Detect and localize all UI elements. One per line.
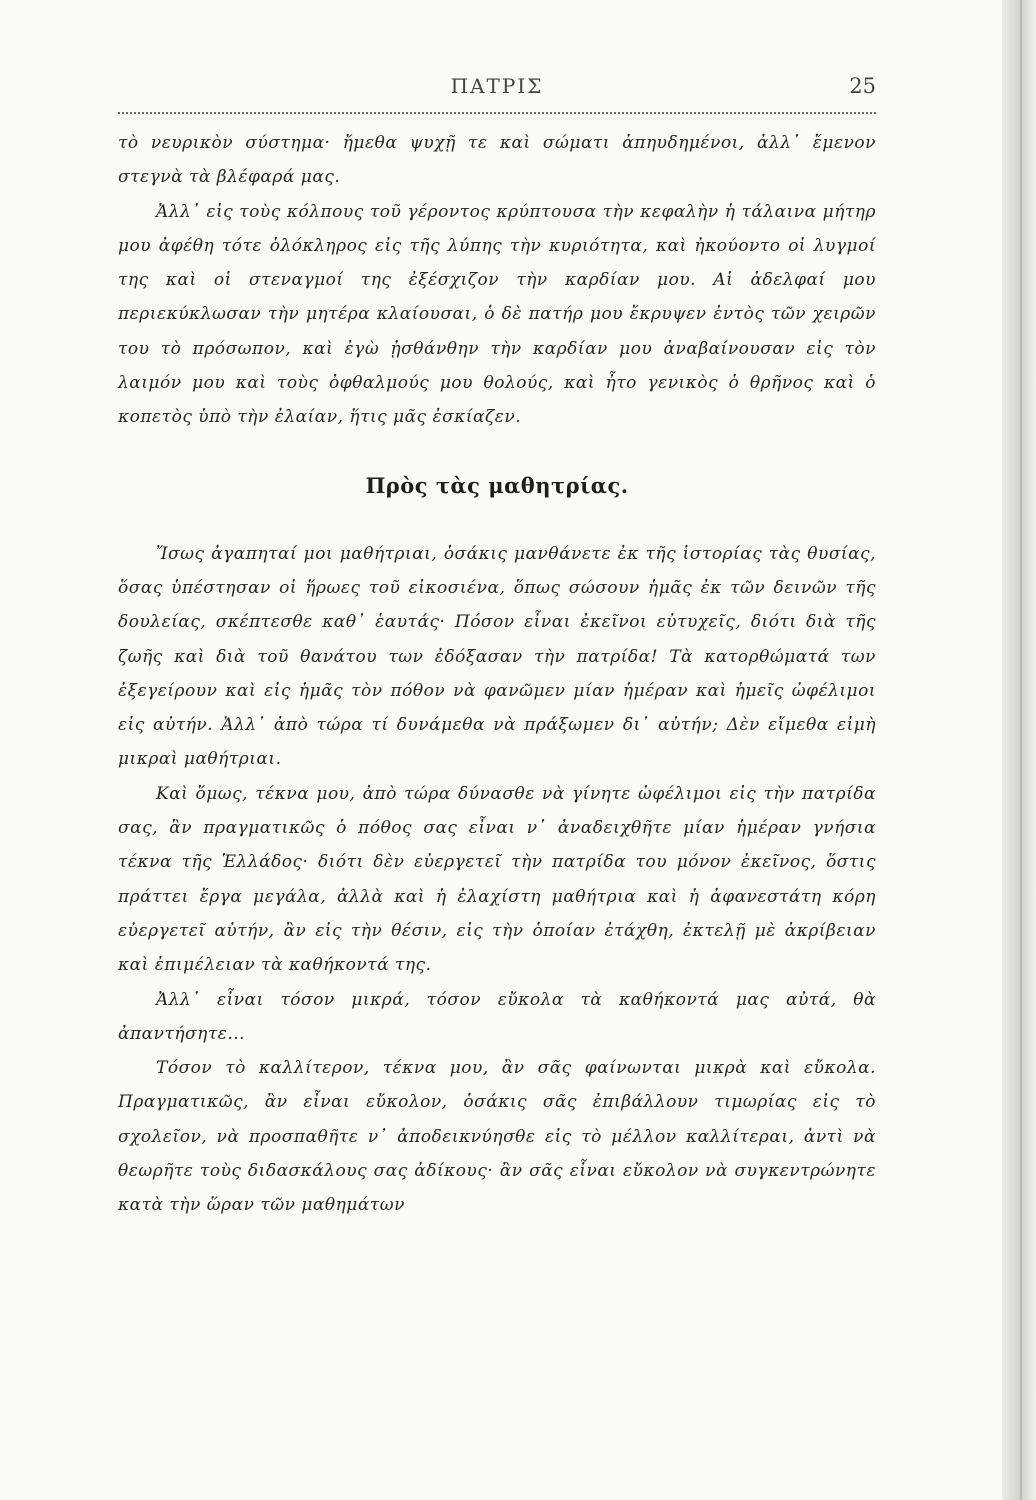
header-rule xyxy=(118,112,876,114)
page-edge-line xyxy=(1020,0,1022,1500)
page-header xyxy=(118,74,876,108)
page-edge-shadow xyxy=(1002,0,1036,1500)
paragraph: Ἀλλ᾽ εἶναι τόσον μικρά, τόσον εὔκολα τὰ καθήκοντά μας αὐτά, θὰ ἀπαντήσητε... xyxy=(118,989,876,1044)
paragraph: Τόσον τὸ καλλίτερον, τέκνα μου, ἂν σᾶς φαίνωνται μικρὰ καὶ εὔκολα. Πραγματικῶς, ἂν εἶναι εὔκολον, ὁσάκις σᾶς ἐπιβάλλουν τιμωρίας εἰς τὸ σχολεῖον, νὰ προσπαθῆτε ν᾽ ἀποδεικνύησθε εἰς τὸ μέλλον καλλίτεραι, ἀντὶ νὰ θεωρῆτε τοὺς διδασκάλους σας ἀδίκους· ἂν σᾶς εἶναι εὔκολον νὰ συγκεντρώνητε κατὰ τὴν ὥραν τῶν μαθημάτων xyxy=(118,1058,876,1216)
running-title: ΠΑΤΡΙΣ xyxy=(450,74,544,98)
paragraph: Ἴσως ἀγαπηταί μοι μαθήτριαι, ὁσάκις μανθάνετε ἐκ τῆς ἱστορίας τὰς θυσίας, ὅσας ὑπέστησαν οἱ ἥρωες τοῦ εἰκοσιένα, ὅπως σώσουν ἡμᾶς ἐκ τῶν δεινῶν τῆς δουλείας, σκέπτεσθε καθ᾽ ἑαυτάς· Πόσον εἶναι ἐκεῖνοι εὐτυχεῖς, διότι διὰ τῆς ζωῆς καὶ διὰ τοῦ θανάτου των ἐδόξασαν τὴν πατρίδα! Τὰ κατορθώματά των ἐξεγείρουν καὶ εἰς ἡμᾶς τὸν πόθον νὰ φανῶμεν μίαν ἡμέραν καὶ ἡμεῖς ὠφέλιμοι εἰς αὐτήν. Ἀλλ᾽ ἀπὸ τώρα τί δυνάμεθα νὰ πράξωμεν δι᾽ αὐτήν; Δὲν εἴμεθα εἰμὴ μικραὶ μαθήτριαι. xyxy=(118,543,876,770)
page-number: 25 xyxy=(849,74,876,98)
section-title: Πρὸς τὰς μαθητρίας. xyxy=(365,472,629,498)
paragraph: Καὶ ὅμως, τέκνα μου, ἀπὸ τώρα δύνασθε νὰ γίνητε ὠφέλιμοι εἰς τὴν πατρίδα σας, ἂν πραγματικῶς ὁ πόθος σας εἶναι ν᾽ ἀναδειχθῆτε μίαν ἡμέραν γνήσια τέκνα τῆς Ἑλλάδος· διότι δὲν εὐεργετεῖ τὴν πατρίδα του μόνον ἐκεῖνος, ὅστις πράττει ἔργα μεγάλα, ἀλλὰ καὶ ἡ ἐλαχίστη μαθήτρια καὶ ἡ ἀφανεστάτη κόρη εὐεργετεῖ αὐτήν, ἂν εἰς τὴν θέσιν, εἰς τὴν ὁποίαν ἐτάχθη, ἐκτελῇ μὲ ἀκρίβειαν καὶ ἐπιμέλειαν τὰ καθήκοντά της. xyxy=(118,783,876,976)
paragraph: τὸ νευρικὸν σύστημα· ἤμεθα ψυχῇ τε καὶ σώματι ἀπηυδημένοι, ἀλλ᾽ ἔμενον στεγνὰ τὰ βλέφαρά μας. xyxy=(118,133,876,188)
paragraph: Ἀλλ᾽ εἰς τοὺς κόλπους τοῦ γέροντος κρύπτουσα τὴν κεφαλὴν ἡ τάλαινα μήτηρ μου ἀφέθη τότε ὁλόκληρος εἰς τῆς λύπης τὴν κυριότητα, καὶ ἠκούοντο οἱ λυγμοί της καὶ οἱ στεναγμοί της ἐξέσχιζον τὴν καρδίαν μου. Αἱ ἀδελφαί μου περιεκύκλωσαν τὴν μητέρα κλαίουσαι, ὁ δὲ πατήρ μου ἔκρυψεν ἐντὸς τῶν χειρῶν του τὸ πρόσωπον, καὶ ἐγὼ ᾐσθάνθην τὴν καρδίαν μου ἀναβαίνουσαν εἰς τὸν λαιμόν μου καὶ τοὺς ὀφθαλμούς μου θολούς, καὶ ἦτο γενικὸς ὁ θρῆνος καὶ ὁ κοπετὸς ὑπὸ τὴν ἐλαίαν, ἥτις μᾶς ἐσκίαζεν. xyxy=(118,201,876,428)
body-text xyxy=(118,126,876,1223)
